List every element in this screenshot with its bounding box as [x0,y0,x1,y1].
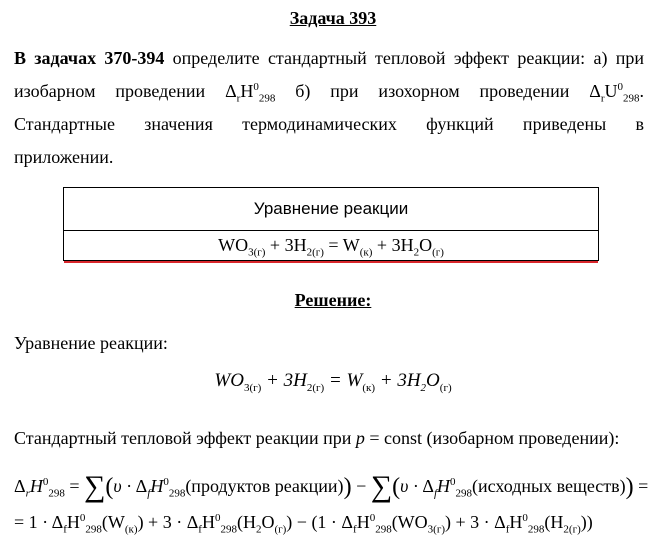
equation-label: Уравнение реакции: [14,333,168,353]
task-title: Задача 393 [289,8,377,28]
table-header: Уравнение реакции [64,188,598,231]
reaction-table [63,187,599,261]
solution-heading: Решение: [294,290,372,310]
statement-line-2: изобарном проведении $\Delta_rH^0_{298}$ б) при изохорном проведении $\Delta_rU^0_{298}$. [14,81,644,105]
hess-law-formula-continued: = $1 \cdot \Delta_fH^0_{298}(W_{(к)}) + 3 \cdot \Delta_fH^0_{298}(H_2O_{(г)}) - (1 \cdot \Delta_fH^0_{298}(WO_{3(г)}) + 3 \cdot \Delta_fH^0_{298}(H_{2(г)}))$ [14,512,593,536]
table-reaction-equation: $WO_{3(г)} + 3H_{2(г)} = W_{(к)} + 3H_2O_{(г)}$ [64,231,598,263]
thermal-effect-label: Стандартный тепловой эффект реакции при p = const (изобарном проведении): [14,428,620,448]
task-statement [14,42,644,174]
hess-law-formula: $\Delta_rH^0_{298} = \sum(\upsilon$ · $\Delta_fH^0_{298}(продуктов$ реакции)) − $\sum(\upsilon \cdot \Delta_fH^0_{298}(исходных$ веществ)) = [14,470,649,503]
reaction-equation-formula: $WO_{3(г)} + 3H_{2(г)} = W_{(к)} + 3H_2O_{(г)}$ [214,370,452,394]
statement-line-3: Стандартные значения термодинамических функций приведены в [14,114,644,134]
statement-line-4: приложении. [14,147,114,167]
statement-line-1: В задачах 370-394 определите стандартный тепловой эффект реакции: а) при [14,48,644,68]
statement-bold: В задачах 370-394 [14,48,165,68]
